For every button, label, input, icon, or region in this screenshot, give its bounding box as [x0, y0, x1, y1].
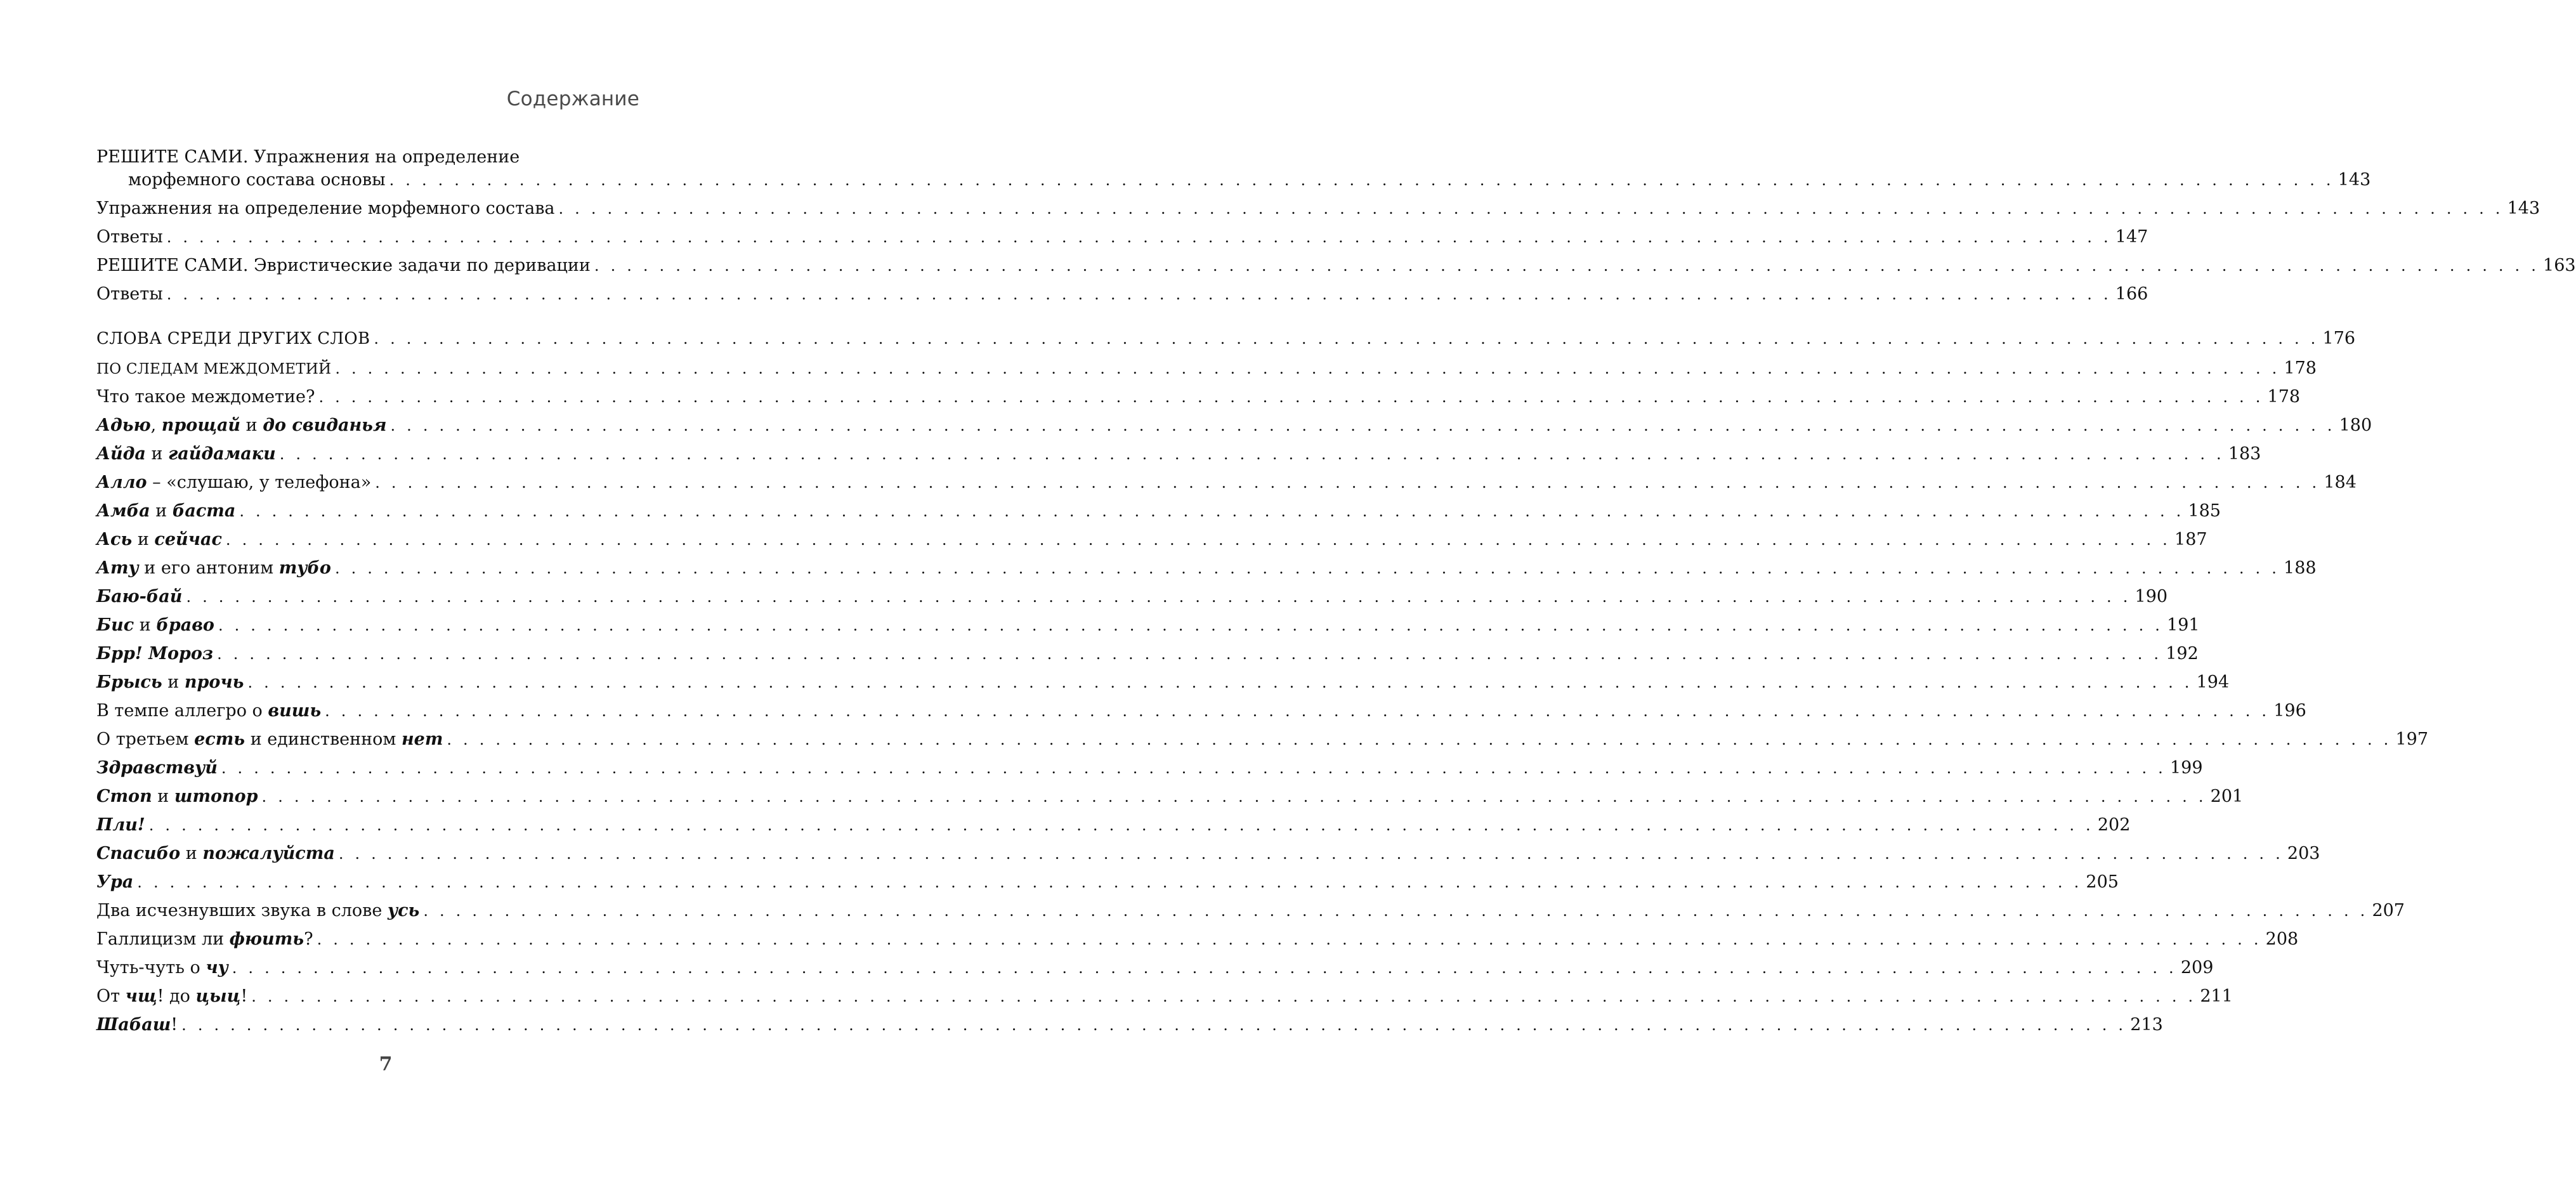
- toc-entry-keyword: усь: [387, 901, 420, 920]
- toc-entry-text: О третьем: [96, 729, 195, 749]
- toc-entry-keyword: Ась: [96, 530, 133, 549]
- toc-entry[interactable]: [96, 614, 2200, 637]
- dot-leader: . . . . . . . . . . . . . . . . . . . . . . . . . . . . . . . . . . . . . . . . . . . . . . . . . . . . . . . . . . . . . . . . . . . . . . . . . . . . . . . . . . . . . . . . . . . . . . . . . . . . . . . . . . . . . . . . . . . . . . . .: [217, 645, 2162, 663]
- toc-entry-title: [96, 700, 321, 723]
- dot-leader: . . . . . . . . . . . . . . . . . . . . . . . . . . . . . . . . . . . . . . . . . . . . . . . . . . . . . . . . . . . . . . . . . . . . . . . . . . . . . . . . . . . . . . . . . . . . . . . . . . . . . . . . . . . . . . . . . . . . . . . .: [374, 330, 2319, 348]
- toc-entry[interactable]: [96, 169, 2371, 192]
- toc-entry-keyword: пожалуйста: [202, 844, 335, 863]
- toc-entry[interactable]: [96, 327, 2356, 350]
- toc-entry-keyword: чщ: [125, 986, 157, 1006]
- toc-entry-text: Что такое междометие?: [96, 387, 315, 407]
- toc-entry-page-number: 211: [2200, 986, 2233, 1006]
- toc-entry-page-number: 191: [2167, 615, 2200, 635]
- toc-entry-keyword: прощай: [161, 415, 241, 435]
- dot-leader: . . . . . . . . . . . . . . . . . . . . . . . . . . . . . . . . . . . . . . . . . . . . . . . . . . . . . . . . . . . . . . . . . . . . . . . . . . . . . . . . . . . . . . . . . . . . . . . . . . . . . . . . . . . . . . . . . . . . . . . .: [247, 674, 2193, 691]
- toc-entry-keyword: нет: [401, 729, 443, 749]
- toc-entry-keyword: Шабаш: [96, 1015, 171, 1035]
- toc-entry[interactable]: [96, 700, 2306, 723]
- dot-leader: . . . . . . . . . . . . . . . . . . . . . . . . . . . . . . . . . . . . . . . . . . . . . . . . . . . . . . . . . . . . . . . . . . . . . . . . . . . . . . . . . . . . . . . . . . . . . . . . . . . . . . . . . . . . . . . . . . . . . . . .: [261, 788, 2207, 806]
- toc-entry-title: [96, 169, 386, 192]
- toc-entry-text: ?: [304, 929, 313, 949]
- toc-entry-page-number: 147: [2115, 227, 2148, 247]
- toc-entry[interactable]: [96, 254, 2576, 277]
- toc-entry-keyword: фюить: [229, 929, 304, 949]
- toc-entry-keyword: прочь: [184, 672, 244, 692]
- toc-entry-page-number: 203: [2287, 844, 2320, 863]
- toc-entry-title: [96, 643, 213, 665]
- toc-entry-first-line: РЕШИТЕ САМИ. Упражнения на определение: [96, 147, 520, 167]
- toc-entry-text: !: [240, 986, 248, 1006]
- toc-entry-title: [96, 842, 335, 865]
- toc-entry-keyword: Брр! Мороз: [96, 644, 214, 664]
- page-number: 7: [379, 1053, 393, 1075]
- toc-entry[interactable]: [96, 528, 2207, 551]
- toc-entry-keyword: Стоп: [96, 787, 152, 806]
- toc-entry-text: СЛОВА СРЕДИ ДРУГИХ СЛОВ: [96, 329, 370, 348]
- toc-entry[interactable]: [96, 985, 2233, 1008]
- toc-entry-title: [96, 443, 276, 466]
- toc-entry-text: В темпе аллегро о: [96, 701, 268, 721]
- toc-entry-keyword: Амба: [96, 501, 150, 521]
- dot-leader: . . . . . . . . . . . . . . . . . . . . . . . . . . . . . . . . . . . . . . . . . . . . . . . . . . . . . . . . . . . . . . . . . . . . . . . . . . . . . . . . . . . . . . . . . . . . . . . . . . . . . . . . . . . . . . . . . . . . . . . .: [389, 171, 2334, 189]
- dot-leader: . . . . . . . . . . . . . . . . . . . . . . . . . . . . . . . . . . . . . . . . . . . . . . . . . . . . . . . . . . . . . . . . . . . . . . . . . . . . . . . . . . . . . . . . . . . . . . . . . . . . . . . . . . . . . . . . . . . . . . . .: [390, 417, 2336, 435]
- toc-entry[interactable]: [96, 643, 2199, 665]
- toc-entry[interactable]: [96, 957, 2214, 979]
- toc-entry-text: и: [134, 615, 157, 635]
- toc-entry-text: РЕШИТЕ САМИ. Эвристические задачи по деривации: [96, 256, 591, 275]
- toc-entry-title: [96, 871, 133, 894]
- dot-leader: . . . . . . . . . . . . . . . . . . . . . . . . . . . . . . . . . . . . . . . . . . . . . . . . . . . . . . . . . . . . . . . . . . . . . . . . . . . . . . . . . . . . . . . . . . . . . . . . . . . . . . . . . . . . . . . . . . . . . . . .: [148, 816, 2094, 834]
- dot-leader: . . . . . . . . . . . . . . . . . . . . . . . . . . . . . . . . . . . . . . . . . . . . . . . . . . . . . . . . . . . . . . . . . . . . . . . . . . . . . . . . . . . . . . . . . . . . . . . . . . . . . . . . . . . . . . . . . . . . . . . .: [166, 285, 2112, 303]
- toc-entry-text: Упражнения на определение морфемного состава: [96, 199, 555, 218]
- toc-entry-text: – «слушаю, у телефона»: [147, 473, 372, 492]
- toc-entry-text: морфемного состава основы: [128, 170, 386, 190]
- toc-entry-title: [96, 728, 443, 751]
- toc-entry-keyword: Спасибо: [96, 844, 181, 863]
- toc-entry-title: [96, 1014, 178, 1037]
- toc-entry-keyword: есть: [194, 729, 245, 749]
- toc-entry-keyword: Пли!: [96, 815, 145, 835]
- toc-entry-keyword: гайдамаки: [168, 444, 276, 464]
- toc-entry[interactable]: [96, 414, 2372, 437]
- toc-entry-text: Галлицизм ли: [96, 929, 230, 949]
- toc-entry-page-number: 178: [2267, 387, 2301, 407]
- toc-entry-text: и: [240, 415, 263, 435]
- dot-leader: . . . . . . . . . . . . . . . . . . . . . . . . . . . . . . . . . . . . . . . . . . . . . . . . . . . . . . . . . . . . . . . . . . . . . . . . . . . . . . . . . . . . . . . . . . . . . . . . . . . . . . . . . . . . . . . . . . . . . . . .: [221, 759, 2166, 777]
- toc-entry-page-number: 183: [2228, 444, 2261, 464]
- toc-entry-keyword: Айда: [96, 444, 146, 464]
- toc-entry[interactable]: [96, 443, 2261, 466]
- toc-entry-page-number: 207: [2372, 901, 2405, 920]
- toc-entry-title: [96, 985, 247, 1008]
- dot-leader: . . . . . . . . . . . . . . . . . . . . . . . . . . . . . . . . . . . . . . . . . . . . . . . . . . . . . . . . . . . . . . . . . . . . . . . . . . . . . . . . . . . . . . . . . . . . . . . . . . . . . . . . . . . . . . . . . . . . . . . .: [186, 588, 2131, 606]
- toc-entry-text: Ответы: [96, 284, 163, 304]
- toc-entry-page-number: 208: [2265, 929, 2299, 949]
- toc-entry-page-number: 184: [2324, 473, 2357, 492]
- toc-entry-title: [96, 500, 235, 523]
- toc-entry-title: [96, 283, 163, 306]
- toc-entry-keyword: Адью: [96, 415, 151, 435]
- toc-entry-text: и: [150, 501, 173, 521]
- toc-entry-page-number: 213: [2130, 1015, 2163, 1035]
- toc-entry-page-number: 163: [2543, 256, 2576, 275]
- dot-leader: . . . . . . . . . . . . . . . . . . . . . . . . . . . . . . . . . . . . . . . . . . . . . . . . . . . . . . . . . . . . . . . . . . . . . . . . . . . . . . . . . . . . . . . . . . . . . . . . . . . . . . . . . . . . . . . . . . . . . . . .: [318, 388, 2264, 406]
- toc-entry-keyword: баста: [172, 501, 236, 521]
- dot-leader: . . . . . . . . . . . . . . . . . . . . . . . . . . . . . . . . . . . . . . . . . . . . . . . . . . . . . . . . . . . . . . . . . . . . . . . . . . . . . . . . . . . . . . . . . . . . . . . . . . . . . . . . . . . . . . . . . . . . . . . .: [423, 902, 2369, 920]
- toc-entry[interactable]: [96, 386, 2301, 409]
- toc-entry-title: [96, 327, 370, 350]
- toc-entry-page-number: 209: [2180, 958, 2214, 978]
- toc-entry-text: ! до: [157, 986, 196, 1006]
- toc-entry-page-number: 205: [2086, 872, 2119, 892]
- dot-leader: . . . . . . . . . . . . . . . . . . . . . . . . . . . . . . . . . . . . . . . . . . . . . . . . . . . . . . . . . . . . . . . . . . . . . . . . . . . . . . . . . . . . . . . . . . . . . . . . . . . . . . . . . . . . . . . . . . . . . . . .: [239, 502, 2185, 520]
- dot-leader: . . . . . . . . . . . . . . . . . . . . . . . . . . . . . . . . . . . . . . . . . . . . . . . . . . . . . . . . . . . . . . . . . . . . . . . . . . . . . . . . . . . . . . . . . . . . . . . . . . . . . . . . . . . . . . . . . . . . . . . .: [279, 445, 2225, 463]
- toc-entry-page-number: 197: [2395, 729, 2429, 749]
- toc-entry-text: и: [145, 444, 169, 464]
- toc-entry-title: [96, 928, 313, 951]
- dot-leader: . . . . . . . . . . . . . . . . . . . . . . . . . . . . . . . . . . . . . . . . . . . . . . . . . . . . . . . . . . . . . . . . . . . . . . . . . . . . . . . . . . . . . . . . . . . . . . . . . . . . . . . . . . . . . . . . . . . . . . . .: [335, 360, 2280, 377]
- toc-entry[interactable]: [96, 814, 2131, 837]
- toc-entry-page-number: 166: [2115, 284, 2148, 304]
- running-header: Содержание: [506, 88, 639, 110]
- toc-entry-keyword: тубо: [278, 558, 331, 578]
- toc-entry-title: [96, 557, 331, 580]
- toc-entry-keyword: чу: [206, 958, 228, 978]
- toc-entry-page-number: 188: [2284, 558, 2317, 578]
- dot-leader: . . . . . . . . . . . . . . . . . . . . . . . . . . . . . . . . . . . . . . . . . . . . . . . . . . . . . . . . . . . . . . . . . . . . . . . . . . . . . . . . . . . . . . . . . . . . . . . . . . . . . . . . . . . . . . . . . . . . . . . .: [375, 474, 2320, 492]
- toc-entry-keyword: Брысь: [96, 672, 162, 692]
- toc-entry[interactable]: [96, 871, 2119, 894]
- dot-leader: . . . . . . . . . . . . . . . . . . . . . . . . . . . . . . . . . . . . . . . . . . . . . . . . . . . . . . . . . . . . . . . . . . . . . . . . . . . . . . . . . . . . . . . . . . . . . . . . . . . . . . . . . . . . . . . . . . . . . . . .: [325, 702, 2270, 720]
- toc-entry[interactable]: [96, 471, 2357, 494]
- toc-entry[interactable]: [96, 283, 2148, 306]
- toc-entry[interactable]: [96, 842, 2320, 865]
- dot-leader: . . . . . . . . . . . . . . . . . . . . . . . . . . . . . . . . . . . . . . . . . . . . . . . . . . . . . . . . . . . . . . . . . . . . . . . . . . . . . . . . . . . . . . . . . . . . . . . . . . . . . . . . . . . . . . . . . . . . . . . .: [181, 1016, 2127, 1034]
- toc-entry-title: [96, 757, 218, 780]
- toc-entry[interactable]: [96, 671, 2230, 694]
- toc-entry-title: [96, 414, 387, 437]
- toc-entry-text: ,: [150, 415, 162, 435]
- toc-entry-text: и единственном: [245, 729, 402, 749]
- toc-entry[interactable]: [96, 500, 2221, 523]
- toc-entry-text: и: [162, 672, 185, 692]
- toc-entry-keyword: Алло: [96, 473, 147, 492]
- toc-entry-title: [96, 226, 163, 249]
- toc-entry-keyword: Бис: [96, 615, 134, 635]
- toc-entry-page-number: 192: [2166, 644, 2199, 664]
- toc-entry-text: Ответы: [96, 227, 163, 247]
- toc-entry-page-number: 185: [2188, 501, 2221, 521]
- dot-leader: . . . . . . . . . . . . . . . . . . . . . . . . . . . . . . . . . . . . . . . . . . . . . . . . . . . . . . . . . . . . . . . . . . . . . . . . . . . . . . . . . . . . . . . . . . . . . . . . . . . . . . . . . . . . . . . . . . . . . . . .: [594, 257, 2540, 275]
- toc-entry-keyword: вишь: [268, 701, 322, 721]
- dot-leader: . . . . . . . . . . . . . . . . . . . . . . . . . . . . . . . . . . . . . . . . . . . . . . . . . . . . . . . . . . . . . . . . . . . . . . . . . . . . . . . . . . . . . . . . . . . . . . . . . . . . . . . . . . . . . . . . . . . . . . . .: [334, 559, 2280, 577]
- toc-entry-keyword: штопор: [174, 787, 258, 806]
- toc-entry[interactable]: [96, 357, 2317, 381]
- toc-entry-page-number: 194: [2196, 672, 2230, 692]
- toc-entry-title: [96, 386, 315, 409]
- dot-leader: . . . . . . . . . . . . . . . . . . . . . . . . . . . . . . . . . . . . . . . . . . . . . . . . . . . . . . . . . . . . . . . . . . . . . . . . . . . . . . . . . . . . . . . . . . . . . . . . . . . . . . . . . . . . . . . . . . . . . . . .: [225, 531, 2171, 549]
- toc-entry-title: [96, 471, 371, 494]
- toc-entry[interactable]: [96, 728, 2429, 751]
- dot-leader: . . . . . . . . . . . . . . . . . . . . . . . . . . . . . . . . . . . . . . . . . . . . . . . . . . . . . . . . . . . . . . . . . . . . . . . . . . . . . . . . . . . . . . . . . . . . . . . . . . . . . . . . . . . . . . . . . . . . . . . .: [558, 200, 2504, 218]
- toc-entry-text: Два исчезнувших звука в слове: [96, 901, 388, 920]
- toc-entry-title: [96, 614, 214, 637]
- toc-entry-title: [96, 814, 145, 837]
- toc-entry-page-number: 199: [2169, 758, 2203, 778]
- toc-entry[interactable]: [96, 899, 2405, 922]
- toc-entry[interactable]: [96, 557, 2317, 580]
- toc-entry-keyword: цыц: [195, 986, 241, 1006]
- toc-entry-keyword: Баю-бай: [96, 587, 183, 606]
- toc-entry[interactable]: [96, 197, 2540, 220]
- toc-entry-page-number: 143: [2507, 199, 2540, 218]
- toc-entry-title: [96, 197, 555, 220]
- toc-entry-keyword: Здравствуй: [96, 758, 218, 778]
- toc-entry-keyword: Ура: [96, 872, 134, 892]
- toc-entry-page-number: 202: [2097, 815, 2131, 835]
- toc-entry-text: !: [171, 1015, 178, 1035]
- toc-entry-title: [96, 785, 258, 808]
- dot-leader: . . . . . . . . . . . . . . . . . . . . . . . . . . . . . . . . . . . . . . . . . . . . . . . . . . . . . . . . . . . . . . . . . . . . . . . . . . . . . . . . . . . . . . . . . . . . . . . . . . . . . . . . . . . . . . . . . . . . . . . .: [317, 931, 2262, 948]
- toc-entry-text: и: [180, 844, 203, 863]
- toc-entry-page-number: 143: [2337, 170, 2371, 190]
- dot-leader: . . . . . . . . . . . . . . . . . . . . . . . . . . . . . . . . . . . . . . . . . . . . . . . . . . . . . . . . . . . . . . . . . . . . . . . . . . . . . . . . . . . . . . . . . . . . . . . . . . . . . . . . . . . . . . . . . . . . . . . .: [137, 873, 2082, 891]
- toc-entry-keyword: до свиданья: [263, 415, 387, 435]
- toc-entry-keyword: браво: [156, 615, 214, 635]
- toc-entry[interactable]: [96, 785, 2244, 808]
- toc-entry-title: [96, 671, 244, 694]
- toc-entry-page-number: 196: [2273, 701, 2306, 721]
- toc-entry-keyword: сейчас: [154, 530, 222, 549]
- toc-entry-text: и: [152, 787, 174, 806]
- toc-entry-page-number: 178: [2284, 358, 2317, 378]
- toc-entry-text: Чуть-чуть о: [96, 958, 206, 978]
- toc-entry-page-number: 176: [2322, 329, 2356, 348]
- toc-entry-keyword: Ату: [96, 558, 139, 578]
- toc-entry-title: [96, 585, 182, 608]
- toc-entry-title: [96, 957, 228, 979]
- toc-entry[interactable]: [96, 585, 2168, 608]
- toc-entry-page-number: 187: [2174, 530, 2207, 549]
- toc-entry-text: ПО СЛЕДАМ МЕЖДОМЕТИЙ: [96, 361, 332, 377]
- toc-entry[interactable]: [96, 226, 2148, 249]
- toc-entry-page-number: 180: [2339, 415, 2372, 435]
- dot-leader: . . . . . . . . . . . . . . . . . . . . . . . . . . . . . . . . . . . . . . . . . . . . . . . . . . . . . . . . . . . . . . . . . . . . . . . . . . . . . . . . . . . . . . . . . . . . . . . . . . . . . . . . . . . . . . . . . . . . . . . .: [218, 617, 2164, 634]
- dot-leader: . . . . . . . . . . . . . . . . . . . . . . . . . . . . . . . . . . . . . . . . . . . . . . . . . . . . . . . . . . . . . . . . . . . . . . . . . . . . . . . . . . . . . . . . . . . . . . . . . . . . . . . . . . . . . . . . . . . . . . . .: [251, 988, 2197, 1005]
- toc-entry-text: От: [96, 986, 126, 1006]
- toc-entry[interactable]: [96, 757, 2203, 780]
- toc-entry-text: и его антоним: [138, 558, 279, 578]
- dot-leader: . . . . . . . . . . . . . . . . . . . . . . . . . . . . . . . . . . . . . . . . . . . . . . . . . . . . . . . . . . . . . . . . . . . . . . . . . . . . . . . . . . . . . . . . . . . . . . . . . . . . . . . . . . . . . . . . . . . . . . . .: [232, 959, 2177, 977]
- toc-entry-title: [96, 899, 419, 922]
- dot-leader: . . . . . . . . . . . . . . . . . . . . . . . . . . . . . . . . . . . . . . . . . . . . . . . . . . . . . . . . . . . . . . . . . . . . . . . . . . . . . . . . . . . . . . . . . . . . . . . . . . . . . . . . . . . . . . . . . . . . . . . .: [338, 845, 2284, 863]
- toc-entry-text: и: [132, 530, 155, 549]
- toc-entry-title: [96, 358, 331, 381]
- toc-entry[interactable]: [96, 1014, 2163, 1037]
- toc-entry-title: [96, 528, 222, 551]
- toc-entry-page-number: 190: [2135, 587, 2168, 606]
- toc-entry[interactable]: [96, 928, 2299, 951]
- toc-entry-title: [96, 254, 591, 277]
- toc-entry-page-number: 201: [2210, 787, 2244, 806]
- dot-leader: . . . . . . . . . . . . . . . . . . . . . . . . . . . . . . . . . . . . . . . . . . . . . . . . . . . . . . . . . . . . . . . . . . . . . . . . . . . . . . . . . . . . . . . . . . . . . . . . . . . . . . . . . . . . . . . . . . . . . . . .: [447, 731, 2392, 749]
- dot-leader: . . . . . . . . . . . . . . . . . . . . . . . . . . . . . . . . . . . . . . . . . . . . . . . . . . . . . . . . . . . . . . . . . . . . . . . . . . . . . . . . . . . . . . . . . . . . . . . . . . . . . . . . . . . . . . . . . . . . . . . .: [166, 228, 2112, 246]
